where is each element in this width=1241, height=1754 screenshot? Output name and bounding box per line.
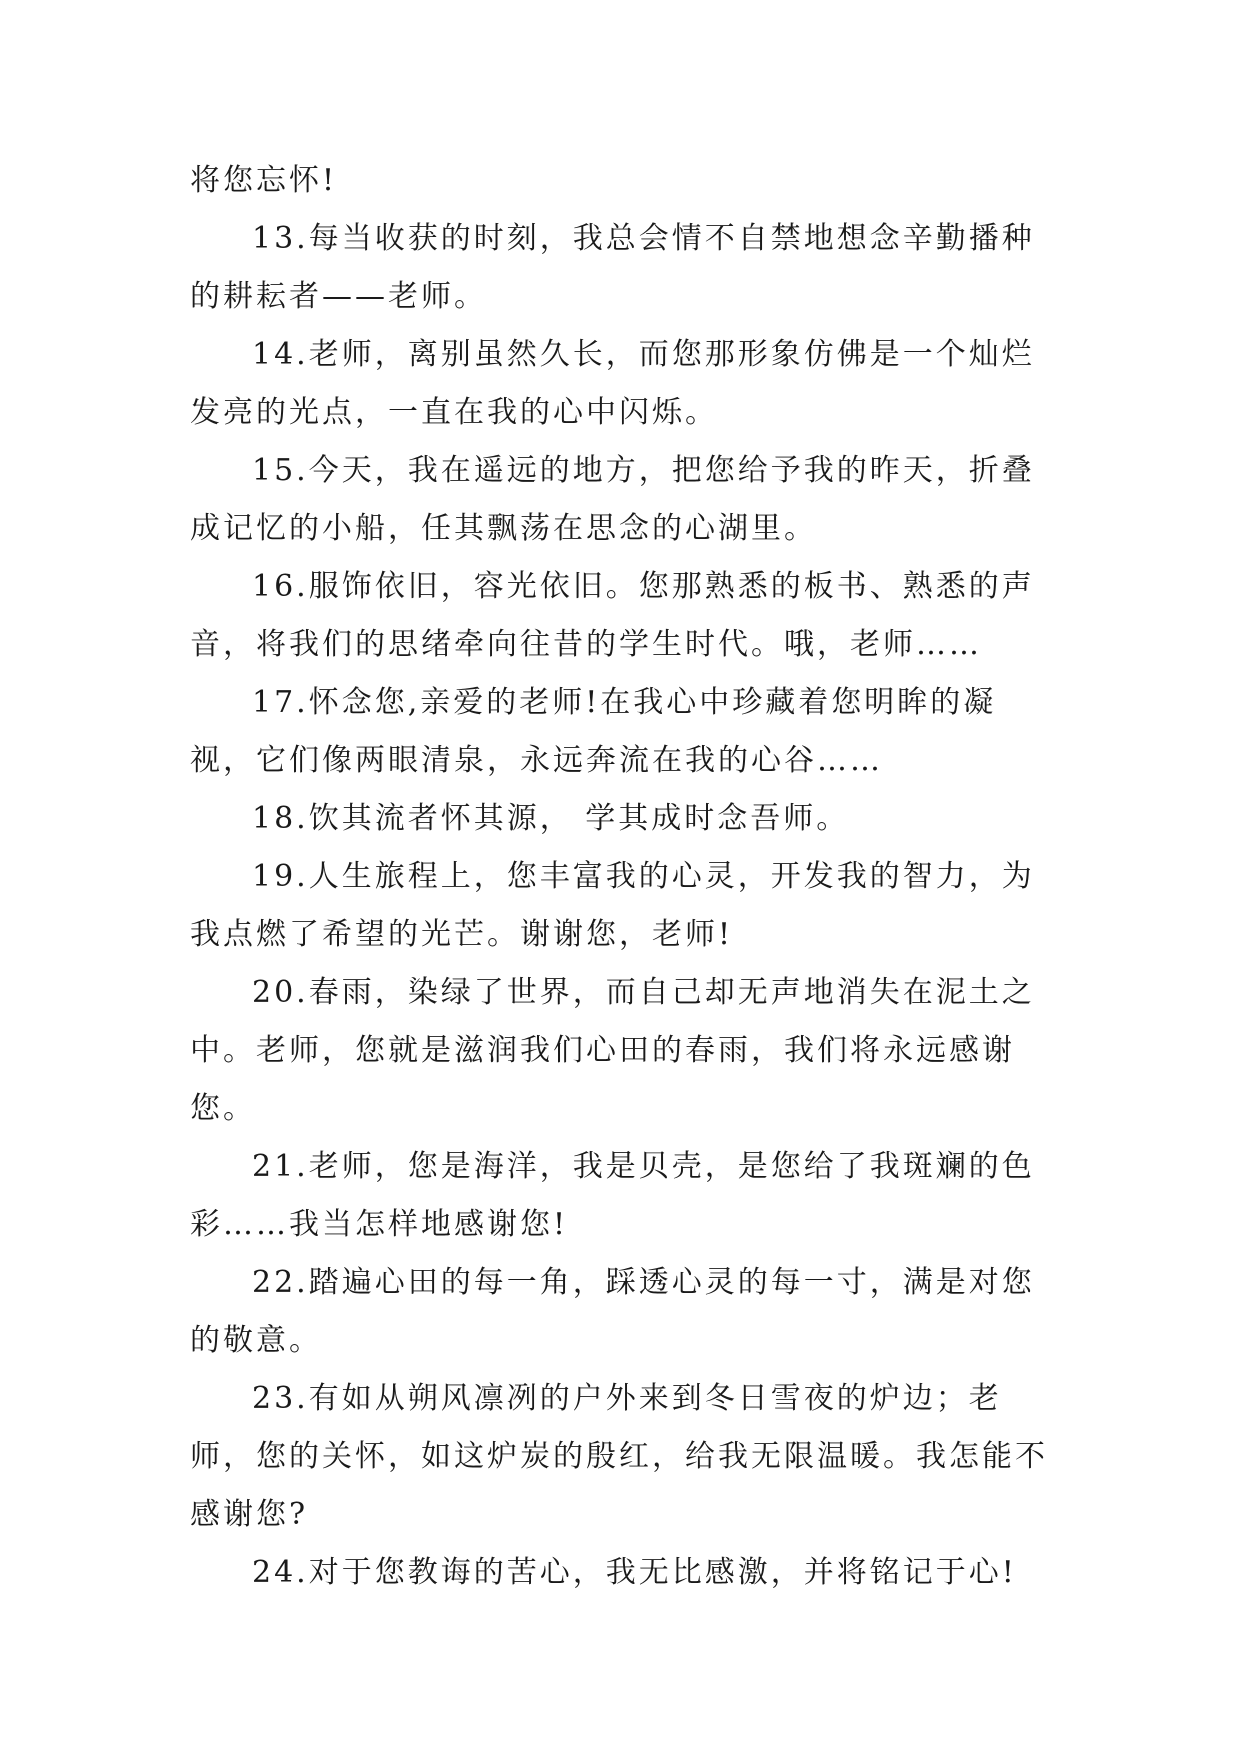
paragraph-18: 18.饮其流者怀其源， 学其成时念吾师。 — [252, 801, 850, 836]
paragraph-17: 17.怀念您,亲爱的老师!在我心中珍藏着您明眸的凝视，它们像两眼清泉，永远奔流在我的心谷…… — [190, 685, 997, 778]
paragraph-13: 13.每当收获的时刻，我总会情不自禁地想念辛勤播种的耕耘者——老师。 — [190, 221, 1035, 314]
document-body — [190, 152, 1052, 1602]
paragraph-16: 16.服饰依旧，容光依旧。您那熟悉的板书、熟悉的声音，将我们的思绪牵向往昔的学生时代。哦，老师…… — [190, 569, 1035, 662]
paragraph-22: 22.踏遍心田的每一角，踩透心灵的每一寸，满是对您的敬意。 — [190, 1265, 1035, 1358]
paragraph-24: 24.对于您教诲的苦心，我无比感激，并将铭记于心! — [252, 1555, 1017, 1590]
paragraph-23: 23.有如从朔风凛冽的户外来到冬日雪夜的炉边；老师，您的关怀，如这炉炭的殷红，给我无限温暖。我怎能不感谢您? — [190, 1381, 1048, 1532]
paragraph-21: 21.老师，您是海洋，我是贝壳，是您给了我斑斓的色彩……我当怎样地感谢您! — [190, 1149, 1035, 1242]
paragraph-continuation: 将您忘怀! — [190, 163, 338, 198]
paragraph-14: 14.老师，离别虽然久长，而您那形象仿佛是一个灿烂发亮的光点，一直在我的心中闪烁。 — [190, 337, 1035, 430]
paragraph-15: 15.今天，我在遥远的地方，把您给予我的昨天，折叠成记忆的小船，任其飘荡在思念的心湖里。 — [190, 453, 1035, 546]
paragraph-19: 19.人生旅程上，您丰富我的心灵，开发我的智力，为我点燃了希望的光芒。谢谢您，老师! — [190, 859, 1035, 952]
paragraph-20: 20.春雨，染绿了世界，而自己却无声地消失在泥土之中。老师，您就是滋润我们心田的春雨，我们将永远感谢您。 — [190, 975, 1035, 1126]
